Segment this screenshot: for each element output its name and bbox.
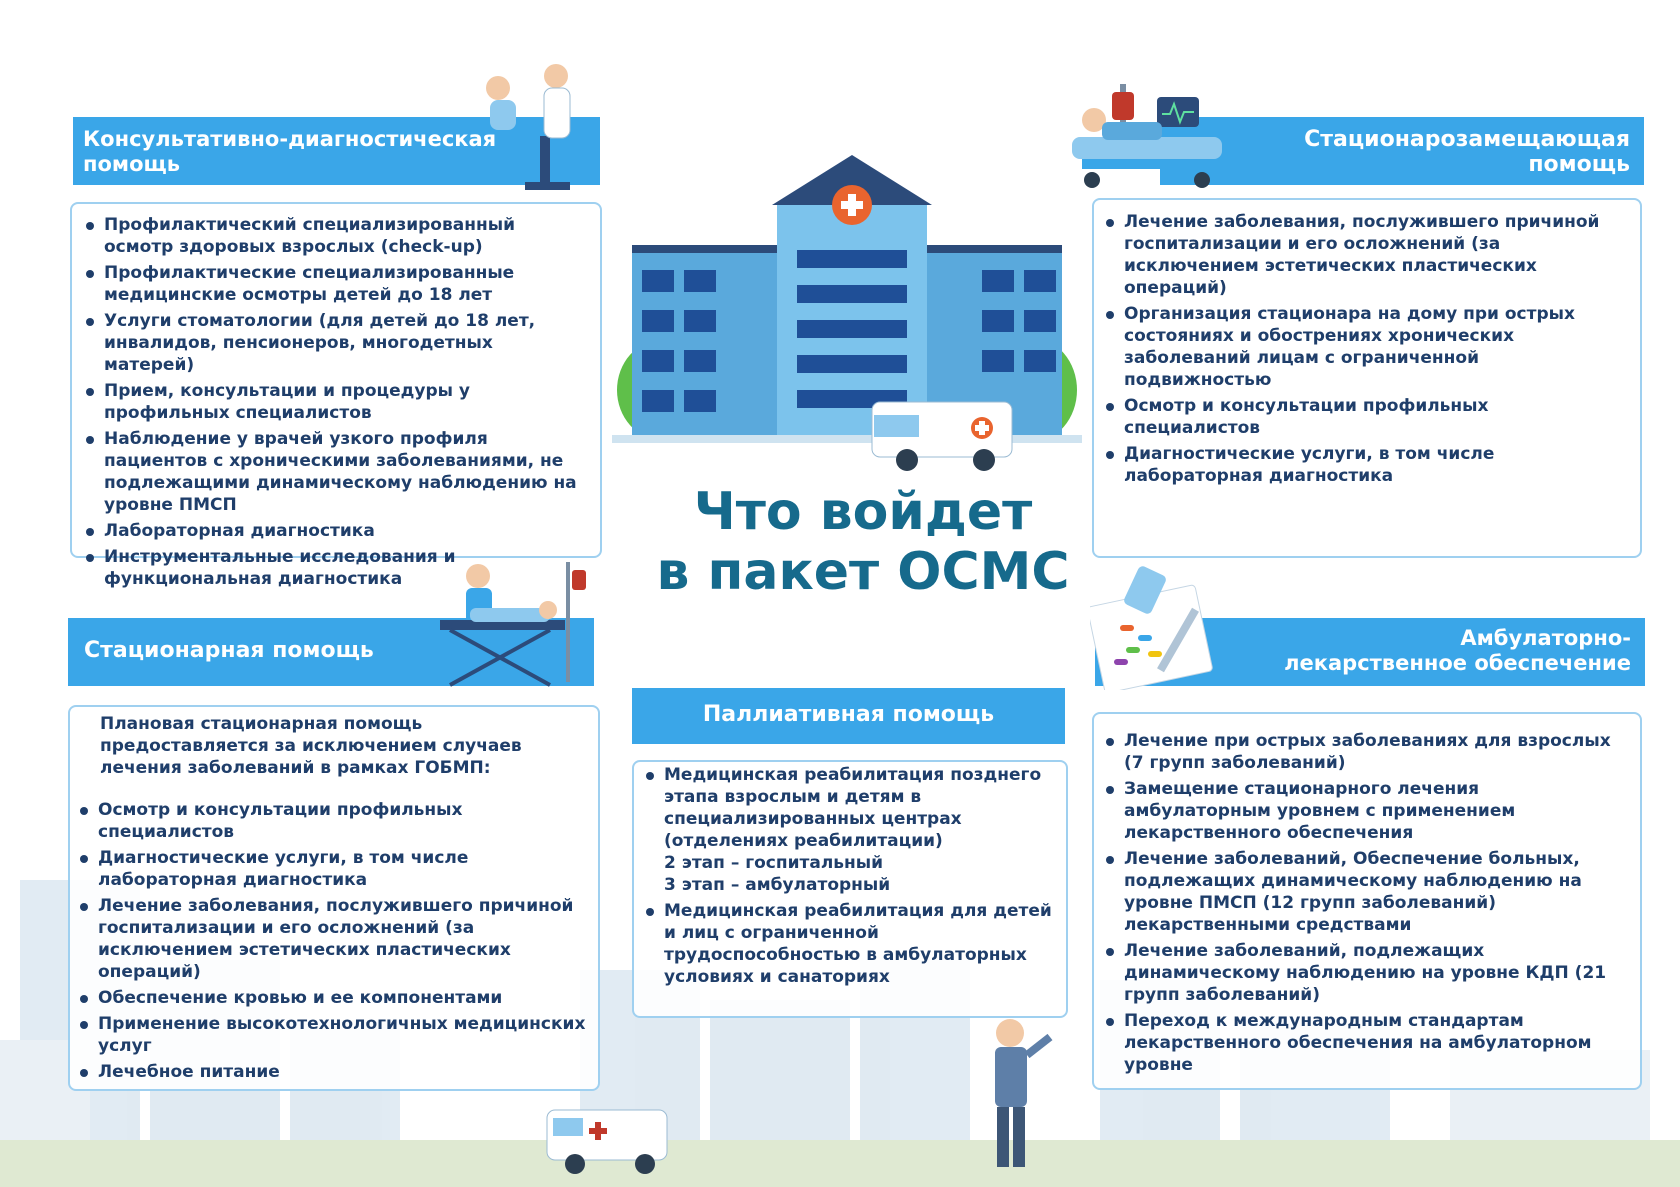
consult-box bbox=[70, 202, 602, 589]
main-title-line1: Что войдет bbox=[693, 482, 1033, 542]
list-item: Лечение при острых заболеваниях для взрослых (7 групп заболеваний) bbox=[1104, 730, 1628, 774]
list-item: Лечение заболеваний, подлежащих динамическому наблюдению на уровне КДП (21 групп заболеваний) bbox=[1104, 940, 1628, 1006]
list-item: Лечебное питание bbox=[78, 1061, 590, 1083]
list-item: Профилактический специализированный осмотр здоровых взрослых (check-up) bbox=[84, 214, 588, 258]
list-item: Организация стационара на дому при острых состояниях и обострениях хронических заболеваний лицам с ограниченной подвижностью bbox=[1104, 303, 1628, 391]
list-item: Обеспечение кровью и ее компонентами bbox=[78, 987, 590, 1009]
list-item: Применение высокотехнологичных медицинских услуг bbox=[78, 1013, 590, 1057]
daycare-heading-line2: помощь bbox=[1528, 152, 1630, 177]
list-item: Инструментальные исследования и функциональная диагностика bbox=[84, 546, 588, 590]
list-item: Диагностические услуги, в том числе лабораторная диагностика bbox=[78, 847, 590, 891]
consult-heading-line1: Консультативно-диагностическая bbox=[83, 127, 497, 151]
inpatient-stretcher-illustration bbox=[440, 560, 600, 690]
ambulatory-heading-line1: Амбулаторно- bbox=[1460, 626, 1631, 650]
main-title bbox=[648, 482, 1078, 602]
daycare-list bbox=[1104, 211, 1628, 487]
list-item: Услуги стоматологии (для детей до 18 лет, инвалидов, пенсионеров, многодетных матерей) bbox=[84, 310, 588, 376]
list-item: Лабораторная диагностика bbox=[84, 520, 588, 542]
inpatient-intro: Плановая стационарная помощь предоставляется за исключением случаев лечения заболеваний в рамках ГОБМП: bbox=[100, 714, 522, 778]
list-item: Осмотр и консультации профильных специалистов bbox=[78, 799, 590, 843]
consult-list bbox=[84, 214, 588, 590]
palliative-list bbox=[644, 764, 1056, 988]
inpatient-heading-text: Стационарная помощь bbox=[84, 638, 374, 663]
list-item: Переход к международным стандартам лекарственного обеспечения на амбулаторном уровне bbox=[1104, 1010, 1628, 1076]
daycare-box bbox=[1092, 198, 1642, 558]
stage-2-text: 2 этап – госпитальный bbox=[664, 853, 884, 873]
hospital-illustration bbox=[612, 150, 1082, 480]
list-item: Лечение заболеваний, Обеспечение больных, подлежащих динамическому наблюдению на уровне ПМСП (12 групп заболеваний) лекарственными средствами bbox=[1104, 848, 1628, 936]
ambulance-bottom-illustration bbox=[545, 1100, 685, 1180]
ambulatory-list bbox=[1104, 730, 1628, 1076]
consult-heading-line2: помощь bbox=[83, 152, 181, 176]
list-item: Медицинская реабилитация для детей и лиц с ограниченной трудоспособностью в амбулаторных условиях и санаториях bbox=[644, 900, 1056, 988]
palliative-box bbox=[632, 760, 1068, 1018]
dentist-illustration bbox=[470, 62, 620, 202]
inpatient-list bbox=[78, 799, 590, 1083]
list-item: Диагностические услуги, в том числе лабораторная диагностика bbox=[1104, 443, 1628, 487]
list-item: Прием, консультации и процедуры у профильных специалистов bbox=[84, 380, 588, 424]
stage-3-text: 3 этап – амбулаторный bbox=[664, 875, 891, 895]
doctor-figure-illustration bbox=[975, 1015, 1055, 1175]
list-item: Лечение заболевания, послужившего причиной госпитализации и его осложнений (за исключением эстетических пластических операций) bbox=[78, 895, 590, 983]
list-item: Лечение заболевания, послужившего причиной госпитализации и его осложнений (за исключением эстетических пластических операций) bbox=[1104, 211, 1628, 299]
daycare-heading-line1: Стационарозамещающая bbox=[1304, 127, 1630, 152]
ambulatory-heading-line2: лекарственное обеспечение bbox=[1284, 651, 1631, 675]
palliative-heading-text: Паллиативная помощь bbox=[702, 702, 995, 727]
main-title-line2: в пакет ОСМС bbox=[656, 542, 1070, 602]
pills-illustration bbox=[1090, 565, 1230, 690]
list-item: Медицинская реабилитация позднего этапа взрослым и детям в специализированных центрах (отделениях реабилитации) bbox=[644, 764, 1056, 852]
list-item: Осмотр и консультации профильных специалистов bbox=[1104, 395, 1628, 439]
daycare-heading bbox=[1160, 117, 1644, 185]
list-item: Замещение стационарного лечения амбулаторным уровнем с применением лекарственного обеспечения bbox=[1104, 778, 1628, 844]
list-item: Наблюдение у врачей узкого профиля пациентов с хроническими заболеваниями, не подлежащими динамическому наблюдению на уровне ПМСП bbox=[84, 428, 588, 516]
daycare-bed-illustration bbox=[1072, 82, 1232, 192]
palliative-heading bbox=[632, 688, 1065, 744]
list-item: Профилактические специализированные медицинские осмотры детей до 18 лет bbox=[84, 262, 588, 306]
inpatient-box bbox=[68, 705, 600, 1091]
ambulatory-box bbox=[1092, 712, 1642, 1090]
